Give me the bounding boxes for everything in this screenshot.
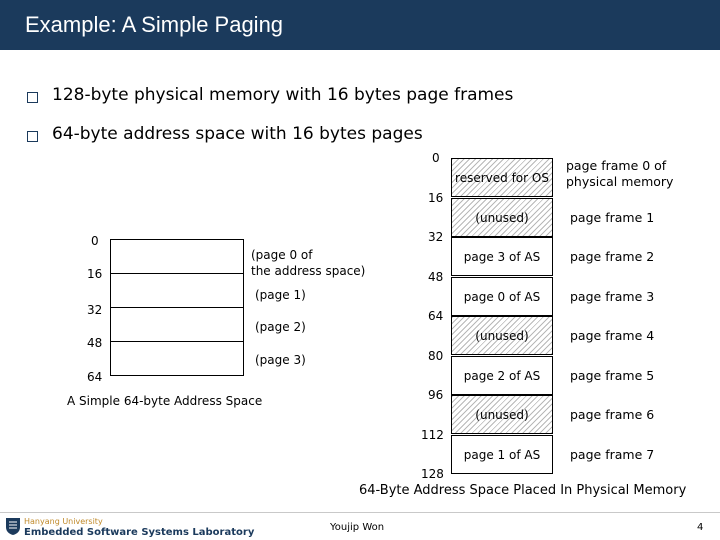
address-space-caption: A Simple 64-byte Address Space (67, 394, 263, 408)
as-page-label-1: (page 1) (255, 288, 306, 302)
pm-offset-64: 64 (428, 309, 444, 323)
page-frame-label-7: page frame 7 (570, 447, 655, 462)
footer-author: Youjip Won (330, 522, 385, 533)
physical-frame-3 (451, 277, 553, 316)
as-offset-64: 64 (87, 370, 103, 384)
address-space-page-0 (110, 239, 244, 274)
address-space-page-2 (110, 307, 244, 342)
page-frame-label-1: page frame 1 (570, 210, 655, 225)
page-frame-label-0: page frame 0 of physical memory (566, 158, 674, 189)
pm-offset-0: 0 (432, 151, 440, 165)
footer-org-line2: Embedded Software Systems Laboratory (24, 527, 255, 538)
physical-memory-caption: 64-Byte Address Space Placed In Physical Memory (359, 483, 687, 498)
physical-frame-2 (451, 237, 553, 276)
pm-offset-32: 32 (428, 230, 444, 244)
page-frame-label-4: page frame 4 (570, 328, 655, 343)
physical-frame-7 (451, 435, 553, 474)
frame-content-3: page 0 of AS (463, 290, 541, 304)
bullet-text-1: 128-byte physical memory with 16 bytes page frames (52, 85, 514, 105)
frame-content-2: page 3 of AS (463, 250, 541, 264)
pm-offset-16: 16 (428, 190, 444, 205)
as-page-label-2: (page 2) (255, 320, 306, 334)
physical-frame-4 (451, 316, 553, 355)
corner-mark (1, 0, 5, 6)
address-space-page-1 (110, 273, 244, 308)
footer-org-line1: Hanyang University (24, 517, 103, 526)
bullet-text-2: 64-byte address space with 16 bytes pages (52, 124, 423, 144)
university-emblem-icon (4, 516, 22, 536)
as-page-label-3: (page 3) (255, 353, 306, 367)
frame-content-4: (unused) (475, 329, 529, 343)
pm-offset-80: 80 (428, 348, 444, 363)
frame-content-1: (unused) (475, 211, 529, 225)
physical-frame-6 (451, 395, 553, 434)
as-page-label-0: (page 0 of the address space) (251, 248, 366, 278)
pm-offset-128: 128 (421, 467, 444, 481)
frame-content-5: page 2 of AS (463, 369, 541, 383)
bullet-square-icon (27, 92, 38, 103)
page-frame-label-3: page frame 3 (570, 289, 655, 304)
as-offset-0: 0 (91, 234, 99, 248)
pm-offset-48: 48 (428, 269, 444, 284)
frame-content-0: reserved for OS (455, 171, 549, 185)
page-frame-label-2: page frame 2 (570, 249, 655, 264)
frame-content-6: (unused) (475, 408, 529, 422)
footer-rule (0, 512, 720, 513)
physical-frame-5 (451, 356, 553, 395)
page-frame-label-5: page frame 5 (570, 368, 655, 383)
pm-offset-112: 112 (421, 427, 444, 442)
as-offset-32: 32 (87, 303, 103, 317)
address-space-page-3 (110, 341, 244, 376)
slide-title: Example: A Simple Paging (25, 12, 284, 37)
footer-page-number: 4 (697, 522, 704, 533)
bullet-square-icon (27, 131, 38, 142)
as-offset-16: 16 (87, 267, 103, 281)
frame-content-7: page 1 of AS (463, 448, 541, 462)
pm-offset-96: 96 (428, 388, 444, 402)
physical-frame-1 (451, 198, 553, 237)
physical-frame-0 (451, 158, 553, 197)
page-frame-label-6: page frame 6 (570, 407, 655, 422)
as-offset-48: 48 (87, 336, 103, 350)
